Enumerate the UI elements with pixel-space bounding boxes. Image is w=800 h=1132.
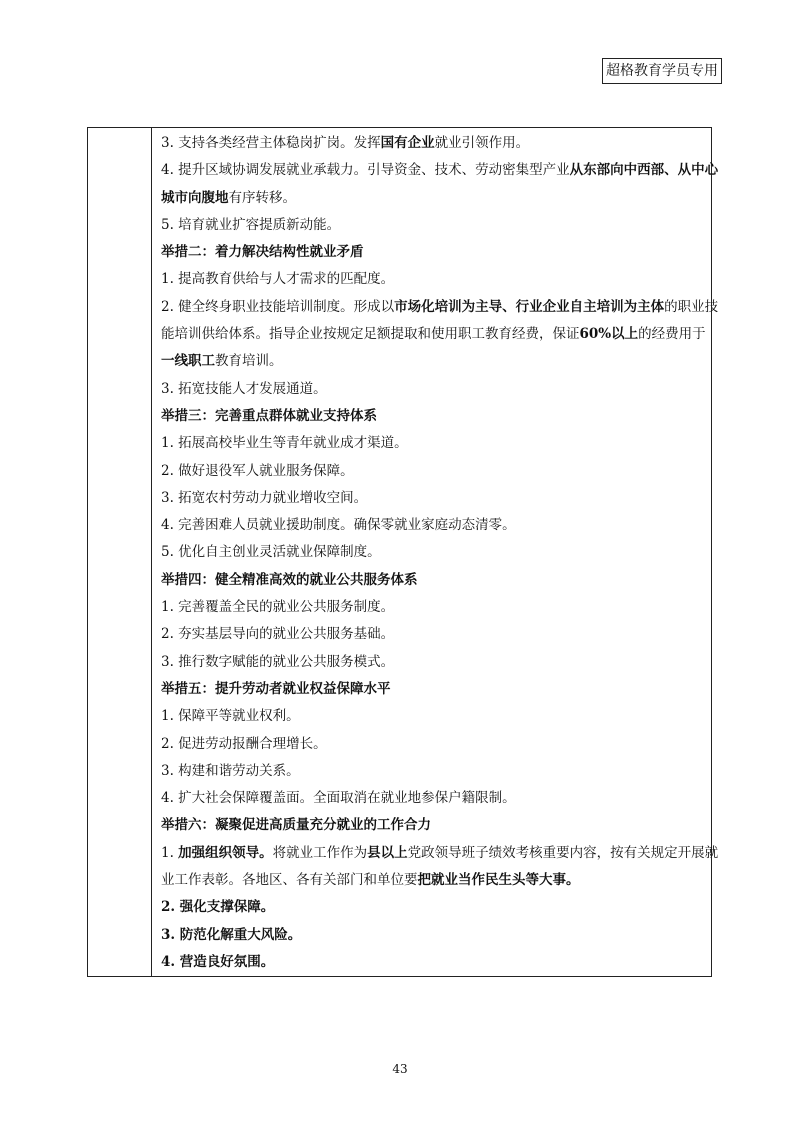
text-segment: 2. 做好退役军人就业服务保障。 [161, 462, 354, 479]
text-line [161, 703, 709, 730]
text-segment: 就业引领作用。 [434, 135, 530, 151]
text-segment: 1. 提高教育供给与人才需求的匹配度。 [161, 271, 395, 288]
text-line [161, 485, 709, 512]
bold-text-segment: 从东部向中西部、从中心 [569, 162, 719, 179]
text-segment: 将就业工作作为 [272, 844, 368, 861]
text-segment: 的职业技 [664, 298, 719, 315]
text-line [161, 676, 709, 703]
text-line [161, 239, 709, 266]
text-line [161, 785, 709, 812]
text-line [161, 458, 709, 485]
bold-text-segment: 加强组织领导。 [178, 844, 273, 861]
text-segment: 3. 支持各类经营主体稳岗扩岗。发挥 [161, 135, 381, 151]
text-line [161, 321, 709, 348]
text-line [161, 430, 709, 457]
text-segment: 的经费用于 [638, 326, 706, 343]
text-segment: 党政领导班子绩效考核重要内容，按有关规定开展就 [407, 844, 719, 861]
bold-text-segment: 举措六：凝聚促进高质量充分就业的工作合力 [161, 817, 431, 834]
text-line [161, 894, 709, 921]
text-line [161, 649, 709, 676]
text-segment: 能培训供给体系。指导企业按规定足额提取和使用职工教育经费，保证 [161, 326, 580, 343]
text-line [161, 266, 709, 293]
text-line [161, 867, 709, 894]
text-segment: 5. 培育就业扩容提质新动能。 [161, 216, 341, 233]
text-line [161, 130, 709, 157]
text-segment: 3. 拓宽技能人才发展通道。 [161, 380, 327, 397]
text-segment: 1. [161, 844, 179, 861]
bold-text-segment: 一线职工 [161, 353, 215, 370]
bold-text-segment: 市场化培训为主导、行业企业自主培训为主体 [394, 298, 665, 315]
text-segment: 4. 提升区域协调发展就业承载力。引导资金、技术、劳动密集型产业 [161, 162, 570, 179]
text-segment: 3. 推行数字赋能的就业公共服务模式。 [161, 653, 395, 670]
bold-text-segment: 举措四：健全精准高效的就业公共服务体系 [161, 571, 418, 588]
text-line [161, 594, 709, 621]
text-segment: 1. 拓展高校毕业生等青年就业成才渠道。 [161, 435, 408, 452]
text-segment: 2. 健全终身职业技能培训制度。形成以 [161, 298, 395, 315]
text-line [161, 185, 709, 212]
text-line [161, 512, 709, 539]
text-segment: 3. 构建和谐劳动关系。 [161, 762, 300, 779]
bold-text-segment: 把就业当作民生头等大事。 [417, 872, 580, 889]
bold-text-segment: 城市向腹地 [161, 189, 229, 206]
bold-text-segment: 3. 防范化解重大风险。 [161, 926, 302, 943]
page-number: 43 [392, 1062, 408, 1076]
text-line [161, 212, 709, 239]
text-line [161, 376, 709, 403]
bold-text-segment: 县以上 [367, 844, 408, 861]
text-line [161, 949, 709, 976]
text-line [161, 157, 719, 184]
text-line [161, 731, 709, 758]
text-line [161, 294, 719, 321]
text-line [161, 621, 709, 648]
bold-text-segment: 举措五：提升劳动者就业权益保障水平 [161, 680, 391, 697]
text-line [161, 348, 709, 375]
content-table [87, 127, 719, 977]
text-segment: 3. 拓宽农村劳动力就业增收空间。 [161, 489, 368, 506]
text-segment: 业工作表彰。各地区、各有关部门和单位要 [161, 872, 418, 889]
text-segment: 2. 夯实基层导向的就业公共服务基础。 [161, 626, 395, 643]
bold-text-segment: 60%以上 [579, 326, 639, 343]
text-segment: 5. 优化自主创业灵活就业保障制度。 [161, 544, 381, 561]
text-line [161, 567, 709, 594]
text-line [161, 840, 719, 867]
bold-text-segment: 国有企业 [380, 135, 435, 151]
text-segment: 1. 完善覆盖全民的就业公共服务制度。 [161, 599, 395, 616]
bold-text-segment: 举措二：着力解决结构性就业矛盾 [161, 244, 364, 261]
text-line [161, 922, 709, 949]
bold-text-segment: 2. 强化支撑保障。 [161, 899, 275, 916]
text-segment: 2. 促进劳动报酬合理增长。 [161, 735, 327, 752]
text-segment: 1. 保障平等就业权利。 [161, 708, 300, 725]
table-content-cell [161, 130, 719, 976]
text-line [161, 403, 709, 430]
table-left-column [88, 128, 152, 976]
text-segment: 有序转移。 [228, 189, 296, 206]
text-line [161, 812, 709, 839]
bold-text-segment: 4. 营造良好氛围。 [161, 953, 275, 970]
text-segment: 4. 扩大社会保障覆盖面。全面取消在就业地参保户籍限制。 [161, 790, 516, 807]
bold-text-segment: 举措三：完善重点群体就业支持体系 [161, 407, 377, 424]
text-segment: 4. 完善困难人员就业援助制度。确保零就业家庭动态清零。 [161, 517, 516, 534]
text-segment: 教育培训。 [215, 353, 283, 370]
text-line [161, 539, 709, 566]
text-line [161, 758, 709, 785]
header-stamp: 超格教育学员专用 [602, 58, 722, 84]
